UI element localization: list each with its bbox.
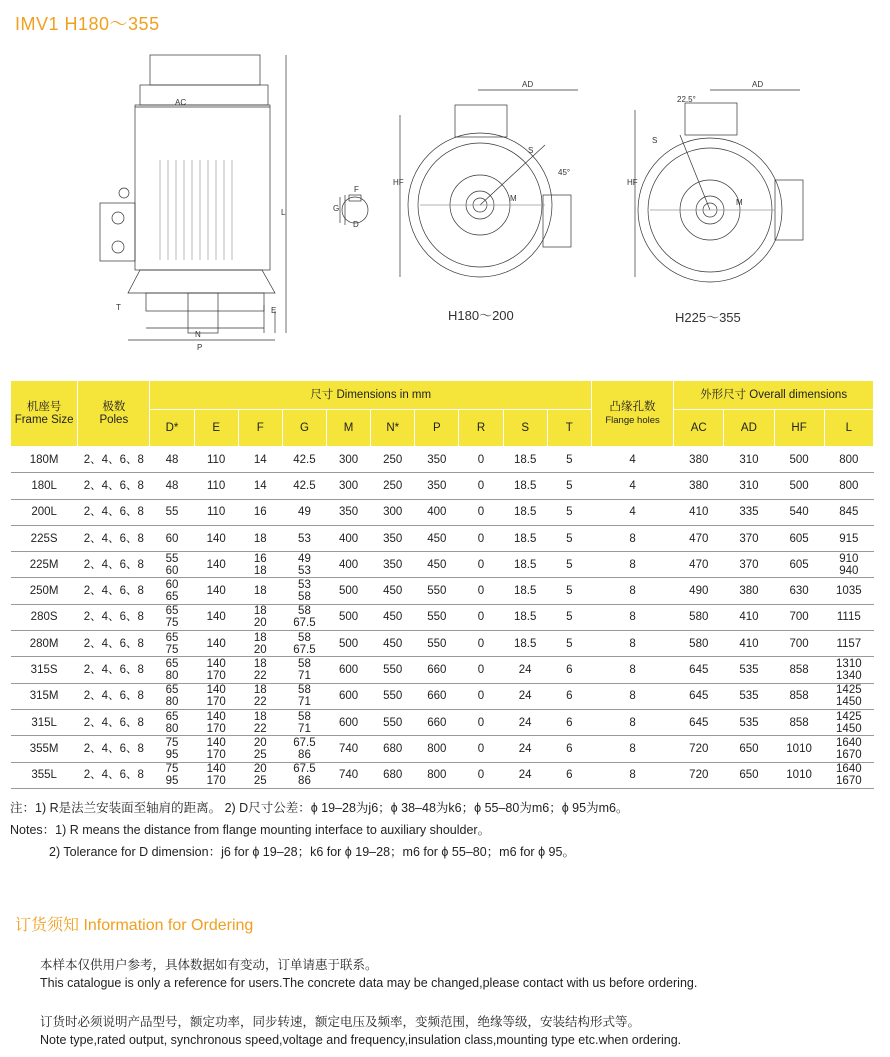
cell-e: 140 170: [194, 683, 238, 709]
cell-m: 500: [327, 578, 371, 604]
label-d: D: [353, 220, 359, 229]
cell-holes: 8: [591, 683, 673, 709]
table-row: [11, 578, 874, 604]
cell-e: 110: [194, 447, 238, 473]
cell-ad: 370: [724, 525, 774, 551]
header-overall-dimensions: 外形尺寸 Overall dimensions: [674, 381, 874, 410]
cell-r: 0: [459, 578, 503, 604]
label-p: P: [197, 343, 203, 352]
cell-f: 14: [238, 447, 282, 473]
cell-g: 49 53: [282, 552, 326, 578]
cell-holes: 8: [591, 604, 673, 630]
cell-r: 0: [459, 657, 503, 683]
cell-holes: 4: [591, 499, 673, 525]
table-row: [11, 736, 874, 762]
cell-hf: 605: [774, 525, 824, 551]
caption-h225-355: H225～355: [675, 310, 741, 325]
label-angle-2: 22.5°: [677, 95, 696, 104]
front-view-h225-355-drawing: [635, 90, 803, 282]
label-s-1: S: [528, 146, 534, 155]
cell-r: 0: [459, 762, 503, 788]
front-view-h180-200-drawing: [400, 90, 578, 277]
cell-e: 110: [194, 473, 238, 499]
cell-poles: 2、4、6、8: [78, 736, 150, 762]
cell-r: 0: [459, 631, 503, 657]
cell-p: 450: [415, 525, 459, 551]
cell-s: 18.5: [503, 447, 547, 473]
cell-t: 6: [547, 657, 591, 683]
cell-ac: 645: [674, 657, 724, 683]
cell-r: 0: [459, 499, 503, 525]
cell-d: 75 95: [150, 762, 194, 788]
cell-ad: 380: [724, 578, 774, 604]
cell-poles: 2、4、6、8: [78, 525, 150, 551]
cell-hf: 858: [774, 709, 824, 735]
table-row: [11, 631, 874, 657]
cell-g: 53: [282, 525, 326, 551]
table-row: [11, 447, 874, 473]
cell-s: 24: [503, 683, 547, 709]
cell-r: 0: [459, 552, 503, 578]
header-col-d: D*: [150, 410, 194, 447]
cell-e: 110: [194, 499, 238, 525]
cell-poles: 2、4、6、8: [78, 447, 150, 473]
cell-ac: 580: [674, 631, 724, 657]
cell-s: 18.5: [503, 552, 547, 578]
label-ad-1: AD: [522, 80, 534, 89]
cell-l: 1035: [824, 578, 873, 604]
cell-f: 14: [238, 473, 282, 499]
cell-t: 5: [547, 447, 591, 473]
cell-m: 300: [327, 447, 371, 473]
cell-l: 800: [824, 473, 873, 499]
ordering-p1-en: This catalogue is only a reference for users.The concrete data may be changed,please contact with us before ordering.: [40, 976, 698, 990]
cell-l: 915: [824, 525, 873, 551]
note-en-1: Notes：1) R means the distance from flange mounting interface to auxiliary shoulder。: [10, 823, 491, 837]
cell-poles: 2、4、6、8: [78, 657, 150, 683]
cell-hf: 630: [774, 578, 824, 604]
header-col-e: E: [194, 410, 238, 447]
cell-p: 350: [415, 447, 459, 473]
cell-s: 18.5: [503, 604, 547, 630]
cell-n: 680: [371, 736, 415, 762]
header-col-hf: HF: [774, 410, 824, 447]
cell-p: 550: [415, 604, 459, 630]
cell-m: 300: [327, 473, 371, 499]
cell-ad: 310: [724, 447, 774, 473]
label-n: N: [195, 330, 201, 339]
cell-t: 6: [547, 762, 591, 788]
cell-poles: 2、4、6、8: [78, 552, 150, 578]
cell-ac: 720: [674, 736, 724, 762]
cell-s: 24: [503, 736, 547, 762]
cell-t: 5: [547, 552, 591, 578]
table-row: [11, 683, 874, 709]
cell-f: 18: [238, 525, 282, 551]
header-col-ac: AC: [674, 410, 724, 447]
cell-l: 1425 1450: [824, 683, 873, 709]
header-poles: 极数 Poles: [78, 381, 150, 447]
cell-hf: 540: [774, 499, 824, 525]
header-col-m: M: [327, 410, 371, 447]
table-row: [11, 473, 874, 499]
cell-f: 16 18: [238, 552, 282, 578]
cell-hf: 858: [774, 683, 824, 709]
cell-g: 58 71: [282, 709, 326, 735]
cell-s: 24: [503, 762, 547, 788]
cell-t: 5: [547, 499, 591, 525]
cell-m: 600: [327, 657, 371, 683]
cell-n: 680: [371, 762, 415, 788]
cell-n: 450: [371, 604, 415, 630]
cell-p: 450: [415, 552, 459, 578]
label-m-2: M: [736, 198, 743, 207]
cell-f: 18 20: [238, 604, 282, 630]
cell-g: 49: [282, 499, 326, 525]
table-row: [11, 499, 874, 525]
header-col-p: P: [415, 410, 459, 447]
cell-f: 20 25: [238, 736, 282, 762]
cell-d: 55: [150, 499, 194, 525]
cell-p: 550: [415, 578, 459, 604]
cell-frame: 180L: [11, 473, 78, 499]
cell-d: 65 80: [150, 657, 194, 683]
cell-ac: 380: [674, 447, 724, 473]
cell-d: 48: [150, 473, 194, 499]
cell-d: 75 95: [150, 736, 194, 762]
label-ac: AC: [175, 98, 187, 107]
cell-m: 350: [327, 499, 371, 525]
cell-s: 18.5: [503, 631, 547, 657]
label-g: G: [333, 204, 340, 213]
cell-ad: 535: [724, 709, 774, 735]
label-hf-2: HF: [627, 178, 638, 187]
cell-holes: 8: [591, 709, 673, 735]
cell-hf: 605: [774, 552, 824, 578]
cell-n: 350: [371, 552, 415, 578]
cell-frame: 355L: [11, 762, 78, 788]
cell-f: 18 22: [238, 709, 282, 735]
cell-r: 0: [459, 709, 503, 735]
cell-l: 1115: [824, 604, 873, 630]
cell-e: 140 170: [194, 709, 238, 735]
cell-frame: 315M: [11, 683, 78, 709]
cell-g: 53 58: [282, 578, 326, 604]
cell-l: 910 940: [824, 552, 873, 578]
cell-holes: 8: [591, 631, 673, 657]
cell-frame: 315S: [11, 657, 78, 683]
cell-d: 60: [150, 525, 194, 551]
cell-ad: 370: [724, 552, 774, 578]
cell-d: 48: [150, 447, 194, 473]
cell-n: 250: [371, 473, 415, 499]
cell-hf: 700: [774, 604, 824, 630]
cell-p: 660: [415, 657, 459, 683]
cell-s: 24: [503, 709, 547, 735]
table-row: [11, 552, 874, 578]
cell-e: 140: [194, 525, 238, 551]
cell-s: 24: [503, 657, 547, 683]
cell-n: 450: [371, 578, 415, 604]
header-dimensions: 尺寸 Dimensions in mm: [150, 381, 591, 410]
cell-poles: 2、4、6、8: [78, 578, 150, 604]
cell-holes: 8: [591, 762, 673, 788]
technical-drawings: [0, 35, 890, 375]
cell-f: 16: [238, 499, 282, 525]
header-col-r: R: [459, 410, 503, 447]
cell-holes: 8: [591, 552, 673, 578]
cell-m: 740: [327, 762, 371, 788]
label-m-1: M: [510, 194, 517, 203]
cell-n: 450: [371, 631, 415, 657]
ordering-title: 订货须知 Information for Ordering: [15, 917, 254, 934]
cell-ad: 335: [724, 499, 774, 525]
cell-s: 18.5: [503, 499, 547, 525]
cell-g: 42.5: [282, 473, 326, 499]
cell-n: 550: [371, 683, 415, 709]
cell-t: 6: [547, 736, 591, 762]
cell-g: 58 67.5: [282, 604, 326, 630]
note-cn: 注：1) R是法兰安装面至轴肩的距离。 2) D尺寸公差：ϕ 19–28为j6；ϕ 38–48为k6；ϕ 55–80为m6；ϕ 95为m6。: [10, 801, 629, 815]
cell-l: 1157: [824, 631, 873, 657]
cell-ac: 645: [674, 683, 724, 709]
cell-n: 300: [371, 499, 415, 525]
cell-m: 400: [327, 552, 371, 578]
label-s-2: S: [652, 136, 658, 145]
label-hf-1: HF: [393, 178, 404, 187]
label-f: F: [354, 185, 359, 194]
cell-poles: 2、4、6、8: [78, 683, 150, 709]
cell-p: 800: [415, 762, 459, 788]
cell-f: 18 20: [238, 631, 282, 657]
cell-e: 140: [194, 552, 238, 578]
cell-l: 1425 1450: [824, 709, 873, 735]
cell-r: 0: [459, 473, 503, 499]
cell-hf: 1010: [774, 762, 824, 788]
cell-f: 18: [238, 578, 282, 604]
cell-l: 800: [824, 447, 873, 473]
note-en-2: 2) Tolerance for D dimension：j6 for ϕ 19–28；k6 for ϕ 19–28；m6 for ϕ 55–80；m6 for ϕ 95。: [49, 845, 575, 859]
cell-ac: 580: [674, 604, 724, 630]
caption-h180-200: H180～200: [448, 308, 514, 323]
cell-ac: 490: [674, 578, 724, 604]
cell-holes: 4: [591, 447, 673, 473]
table-row: [11, 525, 874, 551]
cell-m: 500: [327, 604, 371, 630]
header-col-n: N*: [371, 410, 415, 447]
cell-ad: 535: [724, 657, 774, 683]
cell-p: 660: [415, 683, 459, 709]
cell-g: 67.5 86: [282, 762, 326, 788]
cell-t: 6: [547, 683, 591, 709]
cell-m: 600: [327, 683, 371, 709]
cell-e: 140: [194, 604, 238, 630]
cell-poles: 2、4、6、8: [78, 499, 150, 525]
label-t: T: [116, 303, 121, 312]
cell-hf: 500: [774, 473, 824, 499]
ordering-p1-cn: 本样本仅供用户参考，具体数据如有变动，订单请惠于联系。: [40, 958, 378, 972]
cell-p: 800: [415, 736, 459, 762]
cell-ad: 310: [724, 473, 774, 499]
label-angle-1: 45°: [558, 168, 571, 177]
header-col-t: T: [547, 410, 591, 447]
cell-d: 65 80: [150, 709, 194, 735]
cell-d: 55 60: [150, 552, 194, 578]
cell-ad: 410: [724, 604, 774, 630]
cell-t: 5: [547, 525, 591, 551]
header-col-g: G: [282, 410, 326, 447]
cell-f: 18 22: [238, 657, 282, 683]
cell-r: 0: [459, 604, 503, 630]
cell-f: 20 25: [238, 762, 282, 788]
notes: [10, 797, 628, 863]
cell-t: 5: [547, 604, 591, 630]
cell-s: 18.5: [503, 578, 547, 604]
cell-ad: 650: [724, 762, 774, 788]
cell-holes: 8: [591, 657, 673, 683]
cell-poles: 2、4、6、8: [78, 762, 150, 788]
ordering-p2-en: Note type,rated output, synchronous speed,voltage and frequency,insulation class,mounting type etc.when ordering.: [40, 1033, 682, 1047]
cell-ad: 535: [724, 683, 774, 709]
cell-holes: 8: [591, 578, 673, 604]
page-title: IMV1 H180～355: [15, 14, 160, 34]
cell-d: 65 80: [150, 683, 194, 709]
cell-n: 250: [371, 447, 415, 473]
cell-s: 18.5: [503, 473, 547, 499]
cell-p: 400: [415, 499, 459, 525]
table-row: [11, 762, 874, 788]
cell-e: 140 170: [194, 657, 238, 683]
header-col-f: F: [238, 410, 282, 447]
cell-p: 350: [415, 473, 459, 499]
cell-poles: 2、4、6、8: [78, 709, 150, 735]
header-col-ad: AD: [724, 410, 774, 447]
cell-holes: 4: [591, 473, 673, 499]
cell-hf: 500: [774, 447, 824, 473]
cell-poles: 2、4、6、8: [78, 604, 150, 630]
header-col-l: L: [824, 410, 873, 447]
cell-l: 1310 1340: [824, 657, 873, 683]
cell-holes: 8: [591, 736, 673, 762]
label-e: E: [271, 306, 277, 315]
cell-t: 5: [547, 473, 591, 499]
cell-s: 18.5: [503, 525, 547, 551]
cell-e: 140 170: [194, 736, 238, 762]
cell-frame: 315L: [11, 709, 78, 735]
cell-ac: 645: [674, 709, 724, 735]
cell-m: 600: [327, 709, 371, 735]
cell-frame: 250M: [11, 578, 78, 604]
side-view-drawing: [100, 55, 286, 340]
header-flange-holes: 凸缘孔数 Flange holes: [591, 381, 673, 447]
cell-e: 140: [194, 578, 238, 604]
cell-p: 660: [415, 709, 459, 735]
cell-r: 0: [459, 525, 503, 551]
cell-g: 67.5 86: [282, 736, 326, 762]
cell-holes: 8: [591, 525, 673, 551]
cell-ac: 720: [674, 762, 724, 788]
table-body: [11, 447, 874, 789]
cell-t: 5: [547, 578, 591, 604]
dimensions-table: [10, 381, 874, 789]
cell-l: 1640 1670: [824, 762, 873, 788]
cell-n: 550: [371, 709, 415, 735]
label-ad-2: AD: [752, 80, 764, 89]
cell-ac: 380: [674, 473, 724, 499]
cell-frame: 355M: [11, 736, 78, 762]
table-row: [11, 604, 874, 630]
table-row: [11, 657, 874, 683]
cell-l: 1640 1670: [824, 736, 873, 762]
cell-g: 58 71: [282, 683, 326, 709]
cell-ac: 410: [674, 499, 724, 525]
cell-ad: 650: [724, 736, 774, 762]
table-row: [11, 709, 874, 735]
cell-r: 0: [459, 736, 503, 762]
cell-n: 550: [371, 657, 415, 683]
cell-d: 60 65: [150, 578, 194, 604]
cell-g: 58 71: [282, 657, 326, 683]
cell-frame: 180M: [11, 447, 78, 473]
cell-frame: 225S: [11, 525, 78, 551]
cell-ad: 410: [724, 631, 774, 657]
cell-r: 0: [459, 683, 503, 709]
cell-l: 845: [824, 499, 873, 525]
cell-m: 400: [327, 525, 371, 551]
cell-t: 6: [547, 709, 591, 735]
cell-m: 740: [327, 736, 371, 762]
cell-e: 140 170: [194, 762, 238, 788]
cell-g: 42.5: [282, 447, 326, 473]
cell-frame: 280S: [11, 604, 78, 630]
label-l: L: [281, 208, 286, 217]
cell-d: 65 75: [150, 604, 194, 630]
cell-ac: 470: [674, 525, 724, 551]
cell-m: 500: [327, 631, 371, 657]
cell-n: 350: [371, 525, 415, 551]
cell-poles: 2、4、6、8: [78, 631, 150, 657]
cell-d: 65 75: [150, 631, 194, 657]
cell-poles: 2、4、6、8: [78, 473, 150, 499]
cell-hf: 1010: [774, 736, 824, 762]
cell-p: 550: [415, 631, 459, 657]
cell-e: 140: [194, 631, 238, 657]
cell-frame: 200L: [11, 499, 78, 525]
header-frame-size: 机座号 Frame Size: [11, 381, 78, 447]
cell-ac: 470: [674, 552, 724, 578]
header-col-s: S: [503, 410, 547, 447]
cell-hf: 700: [774, 631, 824, 657]
cell-hf: 858: [774, 657, 824, 683]
cell-g: 58 67.5: [282, 631, 326, 657]
cell-t: 5: [547, 631, 591, 657]
cell-r: 0: [459, 447, 503, 473]
cell-frame: 225M: [11, 552, 78, 578]
cell-frame: 280M: [11, 631, 78, 657]
cell-f: 18 22: [238, 683, 282, 709]
ordering-p2-cn: 订货时必须说明产品型号，额定功率，同步转速，额定电压及频率，变频范围，绝缘等级，安装结构形式等。: [40, 1015, 641, 1029]
